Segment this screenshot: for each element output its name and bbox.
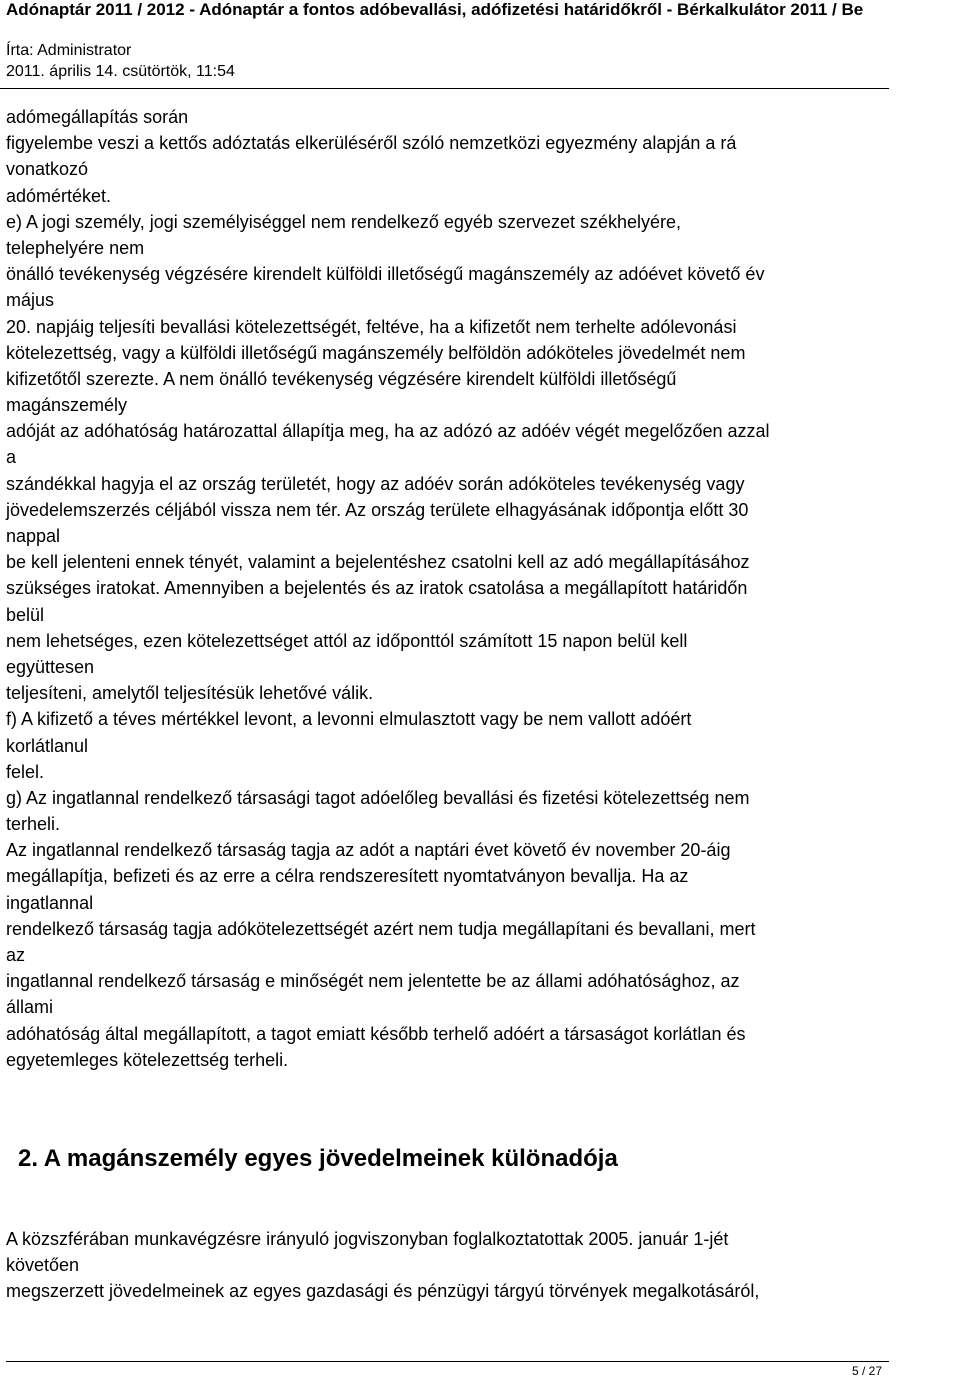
body-line: kötelezettség, vagy a külföldi illetőségű magánszemély belföldön adóköteles jövedelmét nem (6, 342, 746, 363)
body-line: az (6, 945, 26, 965)
page-header (0, 0, 960, 90)
body-line: szükséges iratokat. Amennyiben a bejelentés és az iratok csatolása a megállapított határidőn (6, 578, 748, 599)
body-line: megállapítja, befizeti és az erre a célra rendszeresített nyomtatványon bevallja. Ha az (6, 866, 689, 887)
body-line: szándékkal hagyja el az ország területét, hogy az adóév során adóköteles tevékenység vagy (6, 473, 745, 494)
header-date: 2011. április 14. csütörtök, 11:54 (6, 63, 235, 80)
body-line: felel. (6, 761, 45, 782)
body-line: adóját az adóhatóság határozattal állapítja meg, ha az adózó az adóév végét megelőzően azzal (6, 421, 770, 442)
section-heading: 2. A magánszemély egyes jövedelmeinek különadója (18, 1145, 618, 1172)
body-line: terheli. (6, 814, 61, 835)
body-line: rendelkező társaság tagja adókötelezettségét azért nem tudja megállapítani és bevallani, mert (6, 918, 756, 939)
footer-divider (6, 1361, 889, 1362)
body-line: ingatlannal (6, 892, 94, 913)
body-line: e) A jogi személy, jogi személyiséggel nem rendelkező egyéb szervezet székhelyére, (6, 211, 681, 232)
body-line: önálló tevékenység végzésére kirendelt külföldi illetőségű magánszemély az adóévet követő év (6, 264, 765, 285)
body-line: adóhatóság által megállapított, a tagot emiatt később terhelő adóért a társaságot korlátlan és (6, 1023, 746, 1044)
body-line: jövedelemszerzés céljából vissza nem tér. Az ország területe elhagyásának időpontja előtt 30 (6, 499, 749, 520)
body-line: nem lehetséges, ezen kötelezettséget attól az időponttól számított 15 napon belül kell (6, 630, 688, 651)
body-line: egyetemleges kötelezettség terheli. (6, 1049, 289, 1070)
body-line: be kell jelenteni ennek tényét, valamint a bejelentéshez csatolni kell az adó megállapításához (6, 552, 750, 573)
body-line: teljesíteni, amelytől teljesítésük lehetővé válik. (6, 683, 374, 704)
body-line: 20. napjáig teljesíti bevallási kötelezettségét, feltéve, ha a kifizetőt nem terhelte adólevonási (6, 316, 737, 337)
body-line: ingatlannal rendelkező társaság e minőségét nem jelentette be az állami adóhatósághoz, az (6, 971, 740, 992)
body-line: g) Az ingatlannal rendelkező társasági tagot adóelőleg bevallási és fizetési kötelezettség nem (6, 787, 750, 808)
header-divider (0, 88, 889, 89)
body-line: állami (6, 997, 54, 1018)
header-title: Adónaptár 2011 / 2012 - Adónaptár a fontos adóbevallási, adófizetési határidőkről - Bérkalkulátor 2011 / Be (6, 0, 864, 19)
body-line: figyelembe veszi a kettős adóztatás elkerüléséről szóló nemzetközi egyezmény alapján a rá (6, 133, 737, 154)
intro-line: A közszférában munkavégzésre irányuló jogviszonyban foglalkoztatottak 2005. január 1-jét (6, 1229, 729, 1249)
body-line: nappal (6, 526, 61, 546)
body-line: adómegállapítás során (6, 107, 189, 127)
header-author: Írta: Administrator (6, 42, 132, 59)
body-line: belül (6, 604, 45, 625)
body-line: vonatkozó (6, 159, 89, 180)
body-line: együttesen (6, 656, 95, 677)
page-number: 5 / 27 (851, 1364, 882, 1378)
body-line: telephelyére nem (6, 237, 145, 258)
section-intro-text (6, 1226, 906, 1304)
body-line: korlátlanul (6, 735, 89, 756)
body-line: a (6, 447, 17, 468)
body-line: f) A kifizető a téves mértékkel levont, a levonni elmulasztott vagy be nem vallott adóért (6, 709, 692, 730)
body-line: adómértéket. (6, 185, 112, 206)
body-text (6, 104, 906, 1073)
body-line: kifizetőtől szerezte. A nem önálló tevékenység végzésére kirendelt külföldi illetőségű (6, 368, 677, 389)
body-line: május (6, 290, 55, 311)
intro-line: megszerzett jövedelmeinek az egyes gazdasági és pénzügyi tárgyú törvények megalkotásáról, (6, 1281, 760, 1301)
intro-line: követően (6, 1255, 80, 1275)
body-line: magánszemély (6, 395, 128, 416)
body-line: Az ingatlannal rendelkező társaság tagja az adót a naptári évet követő év november 20-áig (6, 840, 731, 861)
